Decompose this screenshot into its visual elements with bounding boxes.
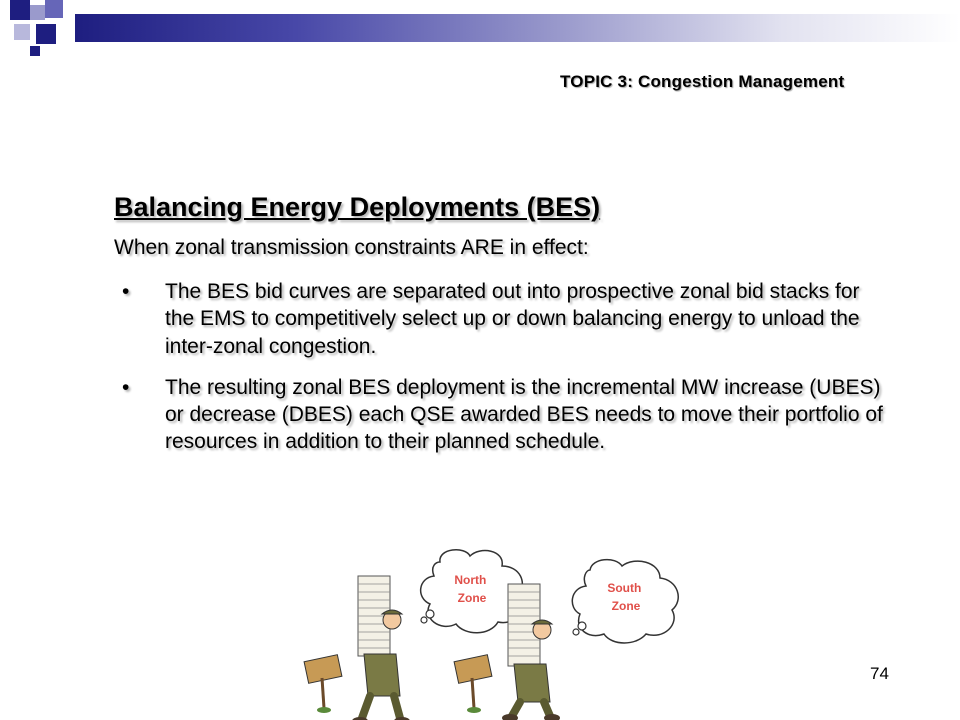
slide-heading: Balancing Energy Deployments (BES) [114, 192, 601, 222]
north-zone-cloud [421, 550, 523, 633]
bullet-text: The resulting zonal BES deployment is the incremental MW increase (UBES) or decrease (DBES) each QSE awarded BES needs to move their portfolio of resources in addition to their planned schedule. [165, 375, 883, 454]
bullet-item [114, 374, 894, 456]
bullet-text: The BES bid curves are separated out into prospective zonal bid stacks for the EMS to competitively select up or down balancing energy to unload the inter-zonal congestion. [165, 280, 860, 358]
bullet-list [114, 278, 894, 456]
corner-decoration [0, 0, 80, 60]
south-zone-label: South Zone [607, 581, 642, 613]
header-gradient-bar [75, 14, 960, 42]
bullet-item [114, 278, 894, 360]
paperwork-illustration [290, 548, 690, 720]
page-number: 74 [870, 664, 889, 683]
slide-subheading: When zonal transmission constraints ARE in effect: [114, 236, 589, 259]
slide-content [114, 192, 894, 470]
bullet-marker: • [122, 375, 130, 399]
south-zone-cloud [572, 560, 678, 643]
north-zone-label: North Zone [454, 573, 487, 605]
worker-carrying-papers [304, 576, 410, 720]
bullet-marker: • [122, 280, 130, 303]
topic-title: TOPIC 3: Congestion Management [560, 72, 845, 91]
